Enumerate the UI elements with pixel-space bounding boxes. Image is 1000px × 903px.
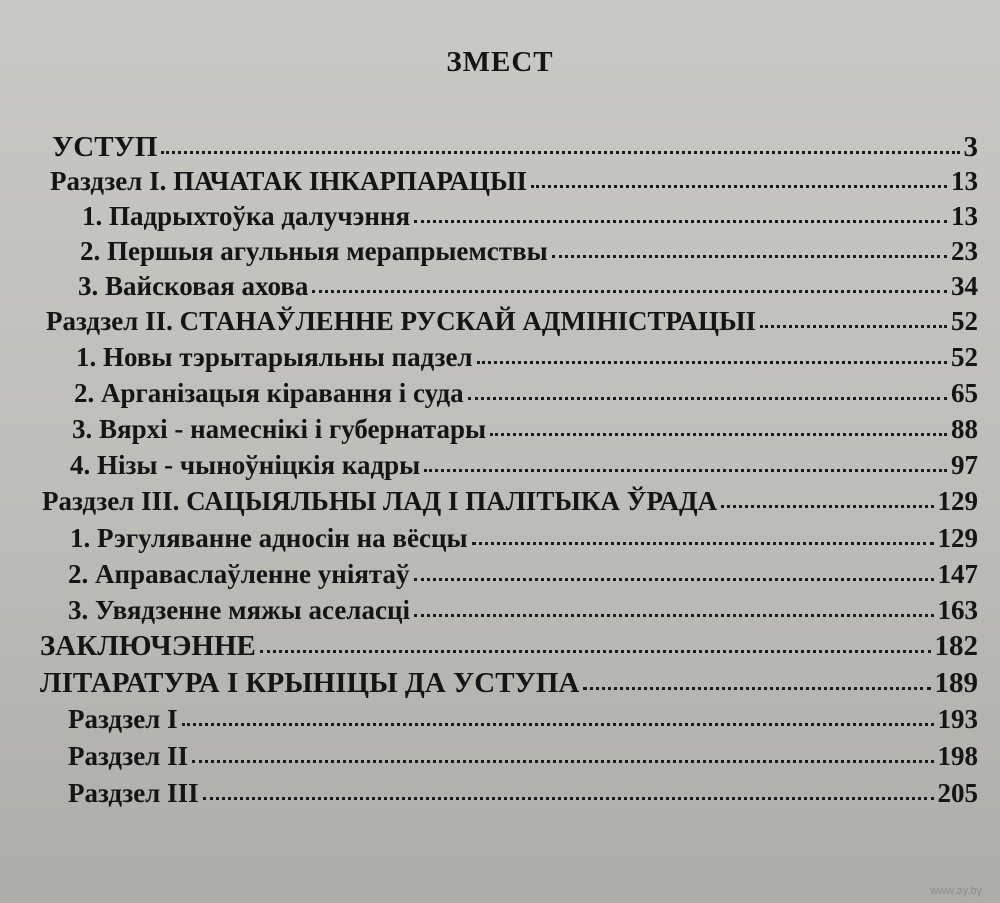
dot-leader — [203, 791, 934, 800]
toc-entry — [68, 702, 978, 736]
dot-leader — [477, 355, 947, 364]
toc-entry-title: 4. Нізы - чыноўніцкія кадры — [70, 450, 421, 480]
toc-entry-page: 88 — [951, 414, 978, 444]
toc-entry-title: 1. Падрыхтоўка далучэння — [82, 201, 411, 231]
dot-leader — [414, 572, 934, 581]
toc-entry-title: Раздзел II. СТАНАЎЛЕННЕ РУСКАЙ АДМІНІСТРАЦЫІ — [46, 306, 757, 336]
toc-entry-title: 3. Увядзенне мяжы аселасці — [68, 595, 410, 625]
toc-entry — [74, 376, 978, 410]
toc-entry-title: ЗАКЛЮЧЭННЕ — [40, 630, 256, 662]
toc-entry — [40, 666, 978, 700]
toc-entry-page: 129 — [937, 486, 978, 516]
toc-entry-page: 205 — [937, 778, 978, 808]
toc-entry-title: 2. Аправаслаўленне уніятаў — [68, 559, 410, 589]
toc-entry-title: УСТУП — [52, 131, 158, 163]
dot-leader — [161, 145, 959, 154]
dot-leader — [468, 391, 947, 400]
dot-leader — [260, 644, 931, 653]
toc-entry-page: 193 — [937, 704, 978, 734]
toc-entry-title: Раздзел I. ПАЧАТАК ІНКАРПАРАЦЫІ — [50, 166, 528, 196]
toc-entry-page: 182 — [934, 630, 978, 662]
toc-entry — [78, 269, 978, 303]
toc-entry — [70, 448, 978, 482]
dot-leader — [490, 427, 947, 436]
toc-entry — [82, 199, 978, 233]
toc-entry — [70, 521, 978, 555]
dot-leader — [312, 284, 947, 293]
toc-entry — [46, 304, 978, 338]
toc-entry-page: 13 — [951, 201, 978, 231]
toc-entry-title: 1. Рэгуляванне адносін на вёсцы — [70, 523, 468, 553]
toc-entry-title: 2. Арганізацыя кіравання і суда — [74, 378, 464, 408]
toc-entry-page: 65 — [951, 378, 978, 408]
toc-entry-title: ЛІТАРАТУРА І КРЫНІЦЫ ДА УСТУПА — [40, 667, 580, 699]
toc-entry-page: 3 — [963, 131, 978, 163]
toc-entry-page: 97 — [951, 450, 978, 480]
dot-leader — [182, 717, 934, 726]
toc-entry-title: 3. Вайсковая ахова — [78, 271, 309, 301]
toc-entry — [76, 340, 978, 374]
toc-entry — [72, 412, 978, 446]
toc-entry-title: Раздзел III — [68, 778, 199, 808]
toc-entry-title: 2. Першыя агульныя мерапрыемствы — [80, 236, 548, 266]
watermark: www.ay.by — [930, 885, 982, 897]
toc-entry-page: 34 — [951, 271, 978, 301]
dot-leader — [414, 608, 934, 617]
toc-entry — [68, 557, 978, 591]
toc-entry-title: 1. Новы тэрытарыяльны падзел — [76, 342, 473, 372]
toc-entry-page: 23 — [951, 236, 978, 266]
toc-entry-page: 163 — [937, 595, 978, 625]
toc-entry-page: 52 — [951, 306, 978, 336]
toc-entry — [40, 629, 978, 663]
toc-entry-page: 13 — [951, 166, 978, 196]
toc-entry-title: Раздзел III. САЦЫЯЛЬНЫ ЛАД І ПАЛІТЫКА ЎРАДА — [42, 486, 718, 516]
toc-entry — [50, 164, 978, 198]
dot-leader — [531, 179, 947, 188]
dot-leader — [414, 214, 947, 223]
toc-entry-page: 198 — [937, 741, 978, 771]
toc-entry-title: 3. Вярхі - намеснікі і губернатары — [72, 414, 487, 444]
toc-entry-page: 52 — [951, 342, 978, 372]
toc-entry-page: 129 — [937, 523, 978, 553]
toc-entry — [68, 593, 978, 627]
dot-leader — [721, 499, 933, 508]
toc-entry — [68, 776, 978, 810]
toc-entry-page: 147 — [937, 559, 978, 589]
dot-leader — [192, 754, 933, 763]
dot-leader — [472, 536, 934, 545]
toc-entry — [52, 130, 978, 164]
dot-leader — [583, 681, 930, 690]
page-title: ЗМЕСТ — [446, 46, 554, 78]
dot-leader — [424, 463, 947, 472]
toc-entry-title: Раздзел II — [68, 741, 189, 771]
toc-entry — [80, 234, 978, 268]
toc-entry — [42, 484, 978, 518]
toc-entry-title: Раздзел I — [68, 704, 178, 734]
toc-entry-page: 189 — [934, 667, 978, 699]
toc-entry — [68, 739, 978, 773]
dot-leader — [552, 249, 947, 258]
dot-leader — [760, 319, 947, 328]
